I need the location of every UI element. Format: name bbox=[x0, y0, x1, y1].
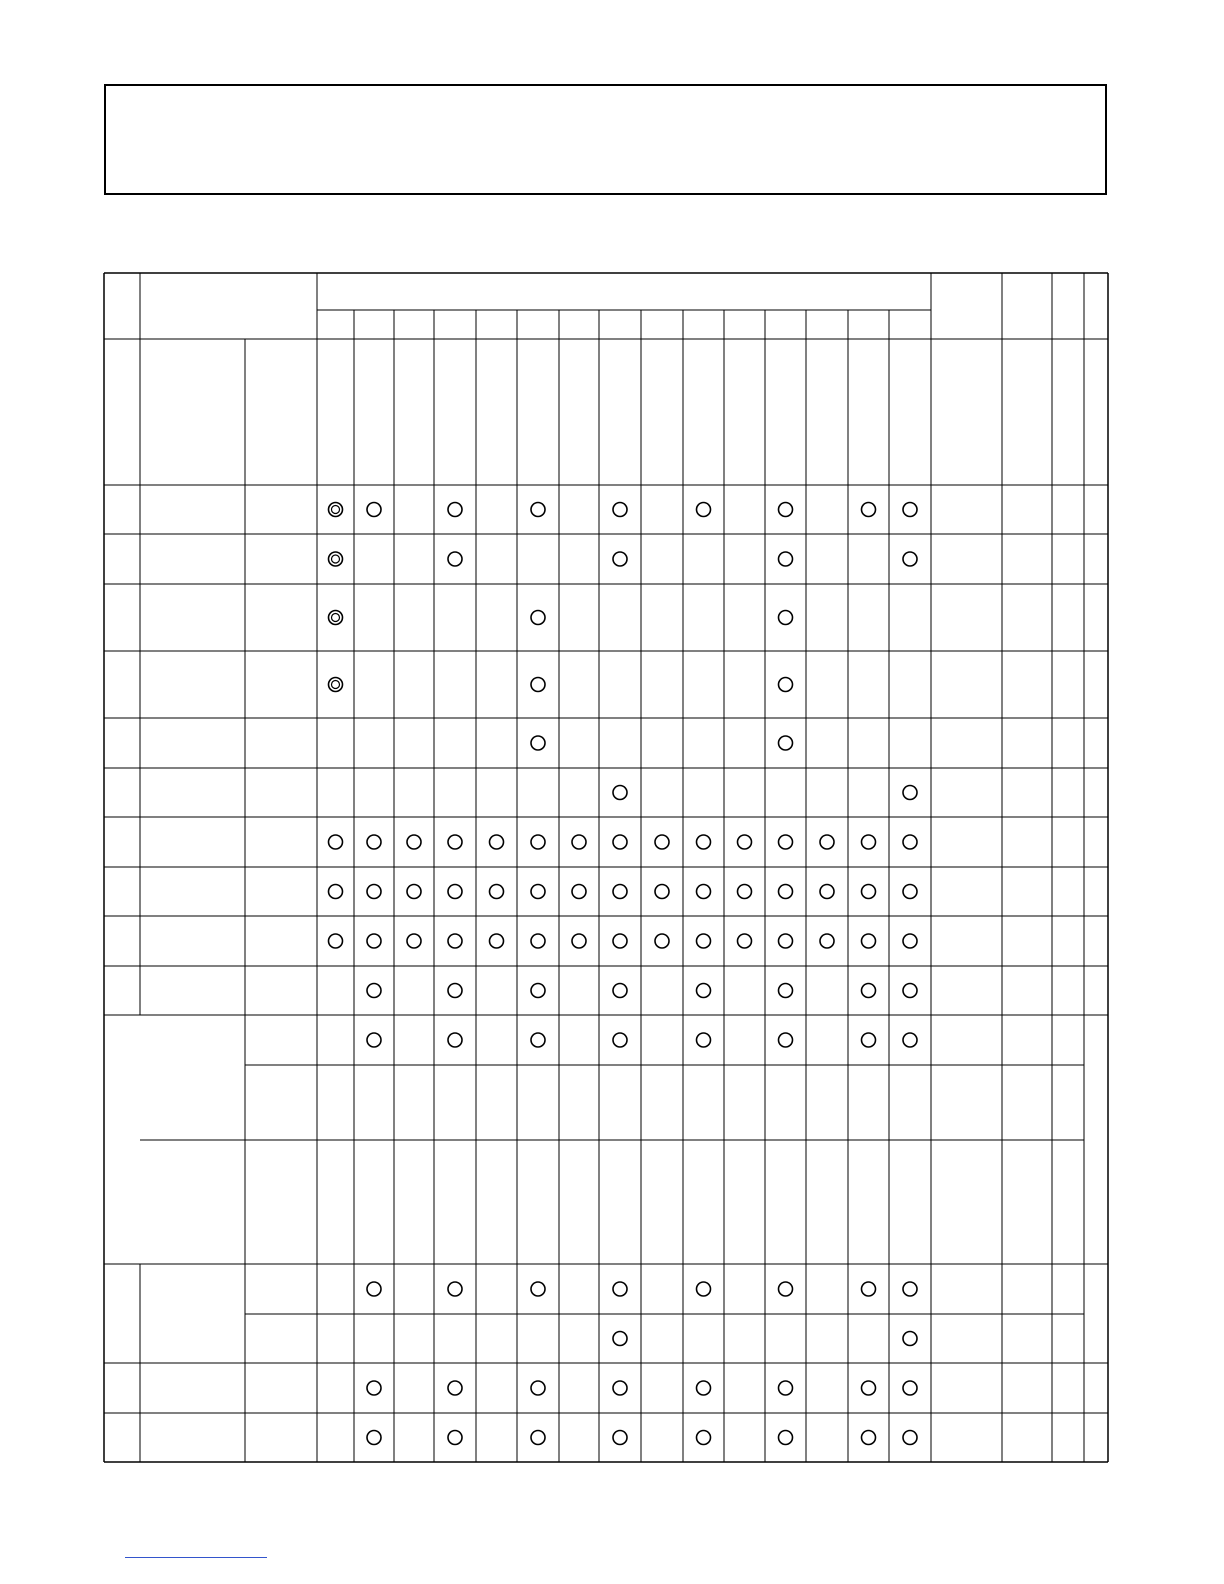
circle-mark bbox=[697, 503, 711, 517]
circle-mark bbox=[862, 885, 876, 899]
double-circle-inner-mark bbox=[332, 614, 340, 622]
circle-mark bbox=[448, 552, 462, 566]
circle-mark bbox=[779, 678, 793, 692]
circle-mark bbox=[613, 552, 627, 566]
circle-mark bbox=[862, 984, 876, 998]
circle-mark bbox=[862, 835, 876, 849]
circle-mark bbox=[779, 611, 793, 625]
circle-mark bbox=[862, 1282, 876, 1296]
circle-mark bbox=[448, 984, 462, 998]
circle-mark bbox=[613, 1282, 627, 1296]
circle-mark bbox=[613, 885, 627, 899]
circle-mark bbox=[448, 1282, 462, 1296]
circle-mark bbox=[903, 503, 917, 517]
circle-mark bbox=[862, 503, 876, 517]
circle-mark bbox=[572, 934, 586, 948]
circle-mark bbox=[779, 984, 793, 998]
circle-mark bbox=[613, 786, 627, 800]
double-circle-inner-mark bbox=[332, 681, 340, 689]
circle-mark bbox=[531, 984, 545, 998]
circle-mark bbox=[531, 736, 545, 750]
circle-mark bbox=[329, 835, 343, 849]
circle-mark bbox=[407, 885, 421, 899]
circle-mark bbox=[738, 934, 752, 948]
circle-mark bbox=[779, 736, 793, 750]
double-circle-mark bbox=[329, 611, 343, 625]
circle-mark bbox=[531, 885, 545, 899]
circle-mark bbox=[903, 1332, 917, 1346]
circle-mark bbox=[367, 934, 381, 948]
circle-mark bbox=[613, 934, 627, 948]
circle-mark bbox=[697, 1033, 711, 1047]
circle-mark bbox=[655, 885, 669, 899]
footer-link-rule bbox=[125, 1557, 267, 1558]
circle-mark bbox=[655, 934, 669, 948]
circle-mark bbox=[697, 1431, 711, 1445]
circle-mark bbox=[903, 984, 917, 998]
circle-mark bbox=[329, 934, 343, 948]
circle-mark bbox=[903, 1431, 917, 1445]
circle-mark bbox=[407, 934, 421, 948]
circle-mark bbox=[490, 885, 504, 899]
circle-mark bbox=[531, 1033, 545, 1047]
circle-mark bbox=[367, 1431, 381, 1445]
circle-mark bbox=[613, 1431, 627, 1445]
circle-mark bbox=[820, 934, 834, 948]
circle-mark bbox=[779, 503, 793, 517]
circle-mark bbox=[862, 934, 876, 948]
circle-mark bbox=[779, 1033, 793, 1047]
circle-mark bbox=[820, 835, 834, 849]
circle-mark bbox=[903, 552, 917, 566]
circle-mark bbox=[862, 1033, 876, 1047]
circle-mark bbox=[697, 835, 711, 849]
circle-mark bbox=[903, 1381, 917, 1395]
circle-mark bbox=[613, 835, 627, 849]
circle-mark bbox=[862, 1381, 876, 1395]
circle-mark bbox=[862, 1431, 876, 1445]
circle-mark bbox=[367, 835, 381, 849]
circle-mark bbox=[367, 885, 381, 899]
circle-mark bbox=[779, 885, 793, 899]
circle-mark bbox=[448, 934, 462, 948]
circle-mark bbox=[531, 835, 545, 849]
circle-mark bbox=[697, 1381, 711, 1395]
circle-mark bbox=[655, 835, 669, 849]
circle-mark bbox=[448, 1381, 462, 1395]
circle-mark bbox=[738, 885, 752, 899]
circle-mark bbox=[448, 1033, 462, 1047]
circle-mark bbox=[448, 835, 462, 849]
circle-mark bbox=[531, 934, 545, 948]
circle-mark bbox=[738, 835, 752, 849]
circle-mark bbox=[779, 835, 793, 849]
double-circle-inner-mark bbox=[332, 555, 340, 563]
circle-mark bbox=[613, 1033, 627, 1047]
circle-mark bbox=[779, 552, 793, 566]
circle-mark bbox=[779, 1431, 793, 1445]
circle-mark bbox=[903, 835, 917, 849]
circle-mark bbox=[531, 611, 545, 625]
double-circle-inner-mark bbox=[332, 506, 340, 514]
circle-mark bbox=[697, 1282, 711, 1296]
circle-mark bbox=[448, 503, 462, 517]
circle-mark bbox=[779, 1381, 793, 1395]
circle-mark bbox=[367, 1282, 381, 1296]
circle-mark bbox=[613, 984, 627, 998]
circle-mark bbox=[613, 503, 627, 517]
circle-mark bbox=[903, 1033, 917, 1047]
circle-mark bbox=[531, 1431, 545, 1445]
double-circle-mark bbox=[329, 503, 343, 517]
circle-mark bbox=[490, 835, 504, 849]
circle-mark bbox=[903, 934, 917, 948]
circle-mark bbox=[697, 984, 711, 998]
circle-mark bbox=[329, 885, 343, 899]
circle-mark bbox=[448, 885, 462, 899]
circle-mark bbox=[367, 1381, 381, 1395]
circle-mark bbox=[903, 1282, 917, 1296]
circle-mark bbox=[407, 835, 421, 849]
circle-mark bbox=[367, 984, 381, 998]
circle-mark bbox=[903, 786, 917, 800]
circle-mark bbox=[367, 1033, 381, 1047]
circle-mark bbox=[448, 1431, 462, 1445]
circle-mark bbox=[572, 885, 586, 899]
circle-mark bbox=[531, 1282, 545, 1296]
circle-mark bbox=[779, 934, 793, 948]
double-circle-mark bbox=[329, 552, 343, 566]
circle-mark bbox=[820, 885, 834, 899]
circle-mark bbox=[697, 934, 711, 948]
circle-mark bbox=[613, 1332, 627, 1346]
double-circle-mark bbox=[329, 678, 343, 692]
circle-mark bbox=[903, 885, 917, 899]
circle-mark bbox=[779, 1282, 793, 1296]
circle-mark bbox=[572, 835, 586, 849]
circle-mark bbox=[367, 503, 381, 517]
circle-mark bbox=[531, 503, 545, 517]
circle-mark bbox=[697, 885, 711, 899]
circle-mark bbox=[490, 934, 504, 948]
circle-mark bbox=[531, 1381, 545, 1395]
circle-mark bbox=[531, 678, 545, 692]
circle-mark bbox=[613, 1381, 627, 1395]
